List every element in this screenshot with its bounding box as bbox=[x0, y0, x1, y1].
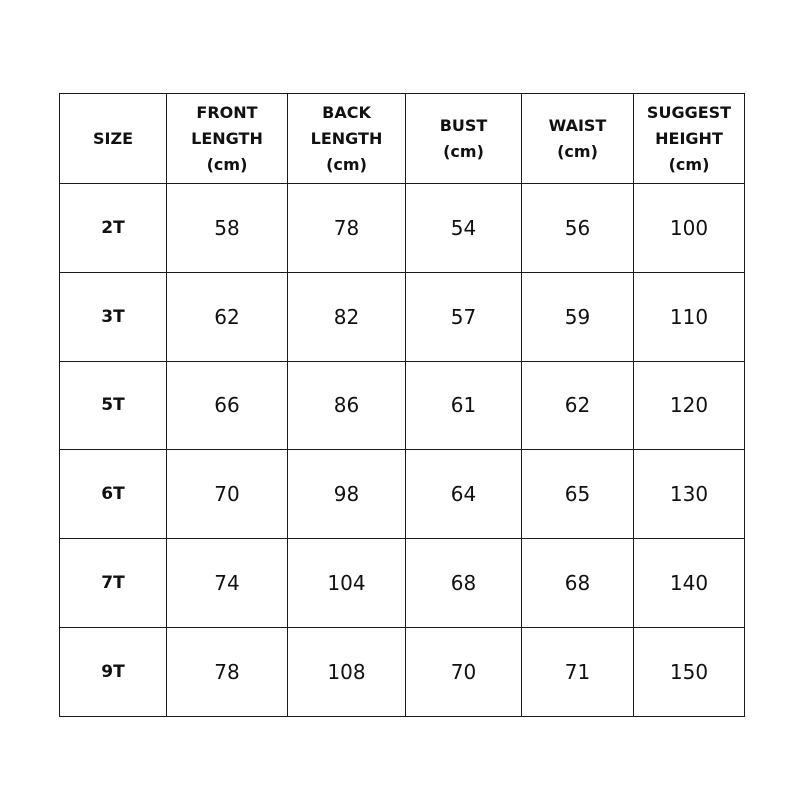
bust-cell: 64 bbox=[406, 450, 522, 539]
back-length-cell: 78 bbox=[288, 184, 406, 273]
table-row bbox=[60, 184, 745, 273]
waist-cell: 56 bbox=[522, 184, 634, 273]
front-length-cell: 78 bbox=[167, 627, 288, 716]
table-row bbox=[60, 272, 745, 361]
table-row bbox=[60, 627, 745, 716]
header-suggest-height-unit: (cm) bbox=[668, 154, 710, 174]
header-bust-unit: (cm) bbox=[443, 141, 484, 161]
header-front-length-line-2: LENGTH bbox=[191, 128, 263, 148]
suggest-height-cell: 110 bbox=[634, 272, 745, 361]
header-suggest-height-line-1: SUGGEST bbox=[646, 102, 732, 122]
waist-cell: 62 bbox=[522, 361, 634, 450]
size-cell: 5T bbox=[60, 361, 167, 450]
back-length-cell: 108 bbox=[288, 627, 406, 716]
header-size-line: SIZE bbox=[92, 128, 133, 148]
bust-cell: 70 bbox=[406, 627, 522, 716]
suggest-height-cell: 150 bbox=[634, 627, 745, 716]
header-front-length-line-1: FRONT bbox=[196, 102, 258, 122]
back-length-cell: 82 bbox=[288, 272, 406, 361]
back-length-cell: 104 bbox=[288, 539, 406, 628]
size-cell: 3T bbox=[60, 272, 167, 361]
header-waist-line-1: WAIST bbox=[548, 115, 607, 135]
header-front-length-unit: (cm) bbox=[206, 154, 248, 174]
header-suggest-height bbox=[634, 94, 745, 184]
size-chart-table bbox=[59, 93, 745, 717]
suggest-height-cell: 100 bbox=[634, 184, 745, 273]
header-size bbox=[60, 94, 167, 184]
front-length-cell: 70 bbox=[167, 450, 288, 539]
waist-cell: 71 bbox=[522, 627, 634, 716]
size-cell: 7T bbox=[60, 539, 167, 628]
header-row bbox=[60, 94, 745, 184]
header-front-length bbox=[167, 94, 288, 184]
suggest-height-cell: 130 bbox=[634, 450, 745, 539]
header-waist-unit: (cm) bbox=[557, 141, 598, 161]
header-waist bbox=[522, 94, 634, 184]
back-length-cell: 86 bbox=[288, 361, 406, 450]
header-back-length-line-2: LENGTH bbox=[310, 128, 383, 148]
size-cell: 6T bbox=[60, 450, 167, 539]
header-back-length-line-1: BACK bbox=[322, 102, 371, 122]
back-length-cell: 98 bbox=[288, 450, 406, 539]
front-length-cell: 74 bbox=[167, 539, 288, 628]
front-length-cell: 62 bbox=[167, 272, 288, 361]
table-row bbox=[60, 539, 745, 628]
table-row bbox=[60, 361, 745, 450]
header-bust-line-1: BUST bbox=[439, 115, 488, 135]
front-length-cell: 58 bbox=[167, 184, 288, 273]
waist-cell: 68 bbox=[522, 539, 634, 628]
suggest-height-cell: 120 bbox=[634, 361, 745, 450]
header-back-length-unit: (cm) bbox=[326, 154, 367, 174]
header-bust bbox=[406, 94, 522, 184]
size-cell: 9T bbox=[60, 627, 167, 716]
size-cell: 2T bbox=[60, 184, 167, 273]
bust-cell: 57 bbox=[406, 272, 522, 361]
header-suggest-height-line-2: HEIGHT bbox=[655, 128, 723, 148]
header-back-length bbox=[288, 94, 406, 184]
bust-cell: 61 bbox=[406, 361, 522, 450]
waist-cell: 65 bbox=[522, 450, 634, 539]
bust-cell: 68 bbox=[406, 539, 522, 628]
front-length-cell: 66 bbox=[167, 361, 288, 450]
bust-cell: 54 bbox=[406, 184, 522, 273]
table-row bbox=[60, 450, 745, 539]
suggest-height-cell: 140 bbox=[634, 539, 745, 628]
waist-cell: 59 bbox=[522, 272, 634, 361]
